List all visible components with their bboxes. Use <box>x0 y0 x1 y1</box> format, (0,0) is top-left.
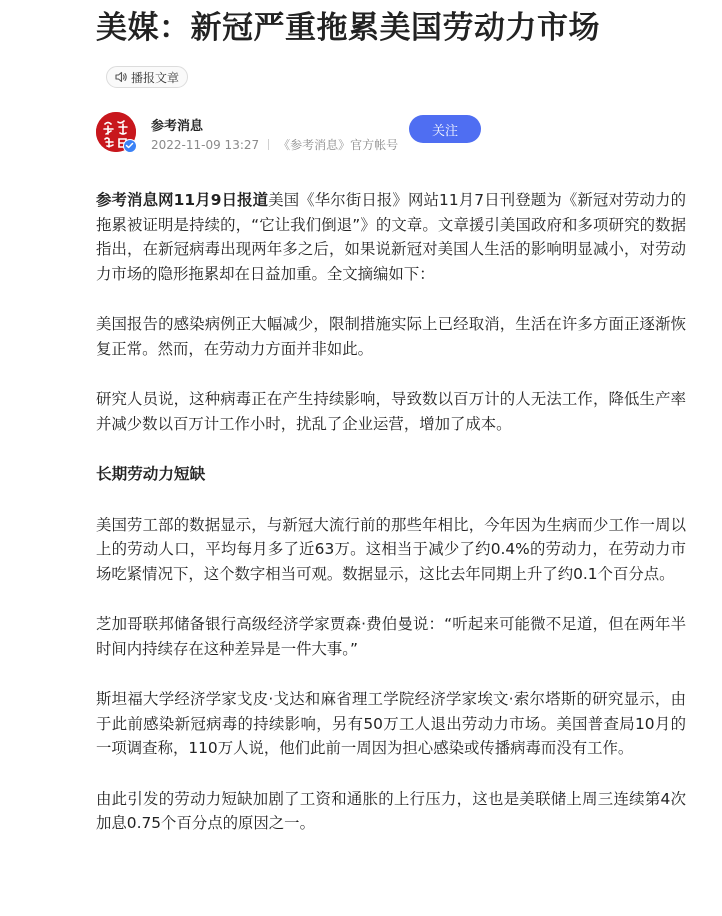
section-heading: 长期劳动力短缺 <box>96 465 206 483</box>
paragraph: 斯坦福大学经济学家戈皮·戈达和麻省理工学院经济学家埃文·索尔塔斯的研究显示，由于此前感染新冠病毒的持续影响，另有50万工人退出劳动力市场。美国普查局10月的一项调查称，110万人说，他们此前一周因为担心感染或传播病毒而没有工作。 <box>96 690 686 757</box>
paragraph-lead <box>96 188 686 286</box>
paragraph: 芝加哥联邦储备银行高级经济学家贾森·费伯曼说：“听起来可能微不足道，但在两年半时间内持续存在这种差异是一件大事。” <box>96 615 686 658</box>
article-title: 美媒：新冠严重拖累美国劳动力市场 <box>96 10 600 46</box>
speaker-icon <box>115 71 128 83</box>
listen-button[interactable] <box>106 66 188 88</box>
listen-label: 播报文章 <box>131 70 180 85</box>
article-body <box>96 188 686 836</box>
author-name[interactable]: 参考消息 <box>151 119 204 134</box>
paragraph: 研究人员说，这种病毒正在产生持续影响，导致数以百万计的人无法工作，降低生产率并减少数以百万计工作小时，扰乱了企业运营，增加了成本。 <box>96 390 686 433</box>
author-meta <box>151 136 398 153</box>
follow-button[interactable]: 关注 <box>409 115 481 143</box>
meta-divider <box>268 139 269 150</box>
paragraph: 美国劳工部的数据显示，与新冠大流行前的那些年相比，今年因为生病而少工作一周以上的劳动人口，平均每月多了近63万。这相当于减少了约0.4%的劳动力，在劳动力市场吃紧情况下，这个数字相当可观。数据显示，这比去年同期上升了约0.1个百分点。 <box>96 515 686 583</box>
lead-dateline: 参考消息网11月9日报道 <box>96 191 269 209</box>
paragraph: 美国报告的感染病例正大幅减少，限制措施实际上已经取消，生活在许多方面正逐渐恢复正常。然而，在劳动力方面并非如此。 <box>96 315 686 358</box>
paragraph: 由此引发的劳动力短缺加剧了工资和通胀的上行压力，这也是美联储上周三连续第4次加息0.75个百分点的原因之一。 <box>96 789 686 832</box>
account-type: 《参考消息》官方帐号 <box>278 138 399 152</box>
lead-text: 美国《华尔街日报》网站11月7日刊登题为《新冠对劳动力的拖累被证明是持续的，“它让我们倒退”》的文章。文章援引美国政府和多项研究的数据指出，在新冠病毒出现两年多之后，如果说新冠对美国人生活的影响明显减小，对劳动力市场的隐形拖累却在日益加重。全文摘编如下： <box>96 191 686 283</box>
author-bar <box>96 112 722 160</box>
publish-date: 2022-11-09 13:27 <box>151 138 260 152</box>
verified-badge-icon <box>123 139 137 153</box>
